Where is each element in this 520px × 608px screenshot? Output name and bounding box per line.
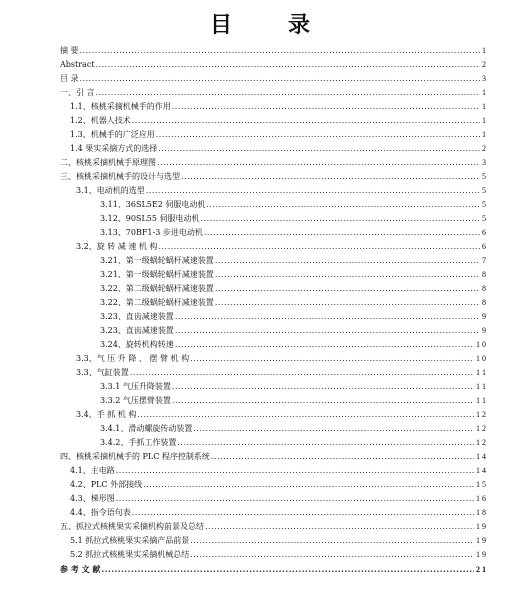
toc-leader-dots bbox=[177, 436, 474, 450]
toc-entry-label: 3.21、第一级蜗轮蜗杆减速装置 bbox=[100, 256, 214, 265]
toc-entry-label: 3.21、第一级蜗轮蜗杆减速装置 bbox=[100, 270, 214, 279]
toc-entry-page-number: 8 bbox=[482, 298, 486, 307]
table-of-contents bbox=[60, 44, 486, 576]
toc-entry[interactable] bbox=[60, 380, 486, 394]
toc-entry-label: 一、引 言 bbox=[60, 88, 95, 97]
toc-entry[interactable] bbox=[60, 114, 486, 128]
toc-entry-page-number: 2 bbox=[482, 60, 486, 69]
toc-entry-page-number: 1 2 bbox=[476, 424, 486, 433]
toc-entry[interactable] bbox=[60, 72, 486, 86]
toc-leader-dots bbox=[175, 310, 480, 324]
toc-entry[interactable] bbox=[60, 548, 486, 562]
toc-entry-page-number: 1 9 bbox=[476, 522, 486, 531]
toc-entry[interactable] bbox=[60, 394, 486, 408]
toc-entry[interactable] bbox=[60, 170, 486, 184]
toc-entry-page-number: 1 9 bbox=[476, 536, 486, 545]
toc-entry-page-number: 1 0 bbox=[476, 354, 486, 363]
toc-leader-dots bbox=[205, 520, 474, 534]
toc-leader-dots bbox=[193, 422, 474, 436]
toc-entry-label: 3.3、气缸装置 bbox=[76, 368, 129, 377]
toc-leader-dots bbox=[132, 114, 480, 128]
toc-entry-label: 3.22、第二级蜗轮蜗杆减速装置 bbox=[100, 284, 214, 293]
toc-leader-dots bbox=[116, 464, 474, 478]
toc-entry-label: 4.1、主电路 bbox=[70, 466, 115, 475]
toc-leader-dots bbox=[215, 282, 480, 296]
toc-entry-page-number: 1 2 bbox=[476, 410, 486, 419]
toc-leader-dots bbox=[190, 352, 474, 366]
toc-leader-dots bbox=[206, 198, 480, 212]
toc-entry-label: 参 考 文 献 bbox=[60, 564, 101, 574]
toc-leader-dots bbox=[175, 324, 480, 338]
toc-entry-page-number: 8 bbox=[482, 284, 486, 293]
toc-entry[interactable] bbox=[60, 86, 486, 100]
toc-leader-dots bbox=[80, 44, 480, 58]
toc-entry-label: 3.1、电动机的选型 bbox=[76, 186, 145, 195]
toc-entry-label: Abstract bbox=[60, 60, 95, 69]
toc-entry[interactable] bbox=[60, 254, 486, 268]
toc-leader-dots bbox=[158, 142, 480, 156]
toc-leader-dots bbox=[190, 534, 474, 548]
toc-leader-dots bbox=[156, 128, 480, 142]
toc-entry-page-number: 1 4 bbox=[476, 466, 486, 475]
toc-entry-label: 4.3、梯形图 bbox=[70, 494, 115, 503]
toc-entry-label: 3.22、第二级蜗轮蜗杆减速装置 bbox=[100, 298, 214, 307]
toc-entry-page-number: 1 1 bbox=[476, 368, 486, 377]
toc-entry-label: 3.3.1 气压升降装置 bbox=[100, 382, 171, 391]
toc-entry-page-number: 6 bbox=[482, 228, 486, 237]
toc-leader-dots bbox=[132, 506, 474, 520]
toc-entry-label: 1.3、机械手的广泛应用 bbox=[70, 130, 155, 139]
toc-entry[interactable] bbox=[60, 506, 486, 520]
toc-entry[interactable] bbox=[60, 128, 486, 142]
toc-entry-page-number: 1 bbox=[482, 46, 486, 55]
toc-entry-label: 3.23、直齿减速装置 bbox=[100, 312, 174, 321]
toc-leader-dots bbox=[96, 86, 480, 100]
toc-entry-label: 1.1、核桃采摘机械手的作用 bbox=[70, 102, 171, 111]
toc-entry-page-number: 1 5 bbox=[476, 480, 486, 489]
toc-entry[interactable] bbox=[60, 422, 486, 436]
toc-entry-page-number: 3 bbox=[482, 74, 486, 83]
toc-entry[interactable] bbox=[60, 534, 486, 548]
toc-leader-dots bbox=[80, 72, 480, 86]
toc-entry[interactable] bbox=[60, 450, 486, 464]
toc-leader-dots bbox=[130, 366, 474, 380]
toc-leader-dots bbox=[215, 296, 480, 310]
toc-entry-page-number: 5 bbox=[482, 172, 486, 181]
toc-entry[interactable] bbox=[60, 268, 486, 282]
toc-entry-label: 1.2、机器人技术 bbox=[70, 116, 131, 125]
toc-entry[interactable] bbox=[60, 338, 486, 352]
toc-entry-page-number: 1 bbox=[482, 116, 486, 125]
page-title bbox=[0, 8, 520, 39]
toc-entry[interactable] bbox=[60, 240, 486, 254]
toc-entry-label: 二、核桃采摘机械手原理图 bbox=[60, 158, 156, 167]
toc-entry[interactable] bbox=[60, 324, 486, 338]
toc-entry-label: 5.2 抓拉式核桃果实采摘机械总结 bbox=[70, 550, 190, 559]
toc-entry-label: 目 录 bbox=[60, 74, 79, 83]
toc-leader-dots bbox=[96, 58, 480, 72]
toc-entry-page-number: 9 bbox=[482, 326, 486, 335]
toc-leader-dots bbox=[204, 226, 480, 240]
toc-entry-page-number: 5 bbox=[482, 186, 486, 195]
toc-entry-page-number: 6 bbox=[482, 242, 486, 251]
toc-leader-dots bbox=[143, 478, 474, 492]
toc-entry-page-number: 1 9 bbox=[476, 550, 486, 559]
toc-entry-page-number: 8 bbox=[482, 270, 486, 279]
toc-entry-page-number: 3 bbox=[482, 158, 486, 167]
toc-leader-dots bbox=[211, 450, 474, 464]
toc-entry-page-number: 2 1 bbox=[476, 565, 486, 574]
toc-entry[interactable] bbox=[60, 562, 486, 576]
toc-leader-dots bbox=[158, 240, 480, 254]
toc-entry-label: 四、核桃采摘机械手的 PLC 程序控制系统 bbox=[60, 452, 210, 461]
toc-entry[interactable] bbox=[60, 212, 486, 226]
toc-entry[interactable] bbox=[60, 156, 486, 170]
toc-entry[interactable] bbox=[60, 492, 486, 506]
toc-leader-dots bbox=[146, 184, 480, 198]
toc-entry-page-number: 1 1 bbox=[476, 396, 486, 405]
toc-entry[interactable] bbox=[60, 352, 486, 366]
toc-entry[interactable] bbox=[60, 478, 486, 492]
toc-entry-page-number: 1 bbox=[482, 102, 486, 111]
toc-entry-label: 3.2、旋 转 减 速 机 构 bbox=[76, 242, 158, 251]
toc-entry[interactable] bbox=[60, 142, 486, 156]
toc-entry-page-number: 1 bbox=[482, 88, 486, 97]
toc-leader-dots bbox=[172, 380, 474, 394]
toc-leader-dots bbox=[172, 100, 480, 114]
toc-entry-page-number: 1 0 bbox=[476, 340, 486, 349]
toc-leader-dots bbox=[116, 492, 474, 506]
toc-entry[interactable] bbox=[60, 226, 486, 240]
toc-entry[interactable] bbox=[60, 184, 486, 198]
toc-leader-dots bbox=[175, 338, 474, 352]
toc-entry-label: 3.3.2 气压摆臂装置 bbox=[100, 396, 171, 405]
toc-entry-label: 5.1 抓拉式核桃果实采摘产品前景 bbox=[70, 536, 190, 545]
toc-entry-page-number: 2 bbox=[482, 144, 486, 153]
toc-entry[interactable] bbox=[60, 282, 486, 296]
toc-entry[interactable] bbox=[60, 44, 486, 58]
toc-leader-dots bbox=[201, 212, 480, 226]
toc-entry-label: 3.23、直齿减速装置 bbox=[100, 326, 174, 335]
toc-leader-dots bbox=[215, 254, 480, 268]
toc-entry-page-number: 1 1 bbox=[476, 382, 486, 391]
toc-entry-label: 3.24、旋转机构转速 bbox=[100, 340, 174, 349]
toc-entry-label: 1.4 果实采摘方式的选择 bbox=[70, 144, 158, 153]
toc-entry-label: 4.2、PLC 外部接线 bbox=[70, 480, 143, 489]
toc-leader-dots bbox=[137, 408, 474, 422]
toc-entry-label: 3.4.1、滑动螺旋传动装置 bbox=[100, 424, 193, 433]
toc-entry[interactable] bbox=[60, 296, 486, 310]
toc-entry-label: 3.4、手 抓 机 构 bbox=[76, 410, 137, 419]
toc-leader-dots bbox=[157, 156, 480, 170]
toc-entry-label: 三、核桃采摘机械手的设计与选型 bbox=[60, 172, 180, 181]
toc-entry[interactable] bbox=[60, 100, 486, 114]
toc-entry-page-number: 5 bbox=[482, 200, 486, 209]
toc-entry-page-number: 1 6 bbox=[476, 494, 486, 503]
toc-leader-dots bbox=[215, 268, 480, 282]
toc-entry[interactable] bbox=[60, 58, 486, 72]
toc-leader-dots bbox=[190, 548, 474, 562]
toc-entry[interactable] bbox=[60, 408, 486, 422]
toc-entry-label: 3.12、90SL55 伺服电动机 bbox=[100, 214, 200, 223]
toc-entry-label: 3.4.2、手抓工作装置 bbox=[100, 438, 177, 447]
toc-entry[interactable] bbox=[60, 198, 486, 212]
title-char-1: 目 bbox=[209, 12, 232, 38]
toc-entry-label: 3.11、36SL5E2 伺服电动机 bbox=[100, 200, 206, 209]
toc-entry[interactable] bbox=[60, 436, 486, 450]
toc-entry-label: 摘 要 bbox=[60, 46, 79, 55]
toc-entry[interactable] bbox=[60, 366, 486, 380]
toc-entry-page-number: 5 bbox=[482, 214, 486, 223]
toc-entry-label: 3.13、70BF1-3 步进电动机 bbox=[100, 228, 203, 237]
title-char-2: 录 bbox=[288, 12, 311, 38]
toc-entry[interactable] bbox=[60, 464, 486, 478]
toc-entry-page-number: 1 2 bbox=[476, 438, 486, 447]
toc-entry-page-number: 1 bbox=[482, 130, 486, 139]
toc-leader-dots bbox=[181, 170, 480, 184]
toc-entry-label: 4.4、指令语句表 bbox=[70, 508, 131, 517]
toc-leader-dots bbox=[101, 562, 474, 576]
toc-entry[interactable] bbox=[60, 520, 486, 534]
toc-entry-label: 五、抓拉式核桃果实采摘机构前景及总结 bbox=[60, 522, 204, 531]
toc-entry-page-number: 1 8 bbox=[476, 508, 486, 517]
toc-leader-dots bbox=[172, 394, 474, 408]
toc-entry[interactable] bbox=[60, 310, 486, 324]
toc-entry-label: 3.3、气 压 升 降 、 摆 臂 机 构 bbox=[76, 354, 190, 363]
toc-entry-page-number: 9 bbox=[482, 312, 486, 321]
toc-entry-page-number: 7 bbox=[482, 256, 486, 265]
toc-entry-page-number: 1 4 bbox=[476, 452, 486, 461]
